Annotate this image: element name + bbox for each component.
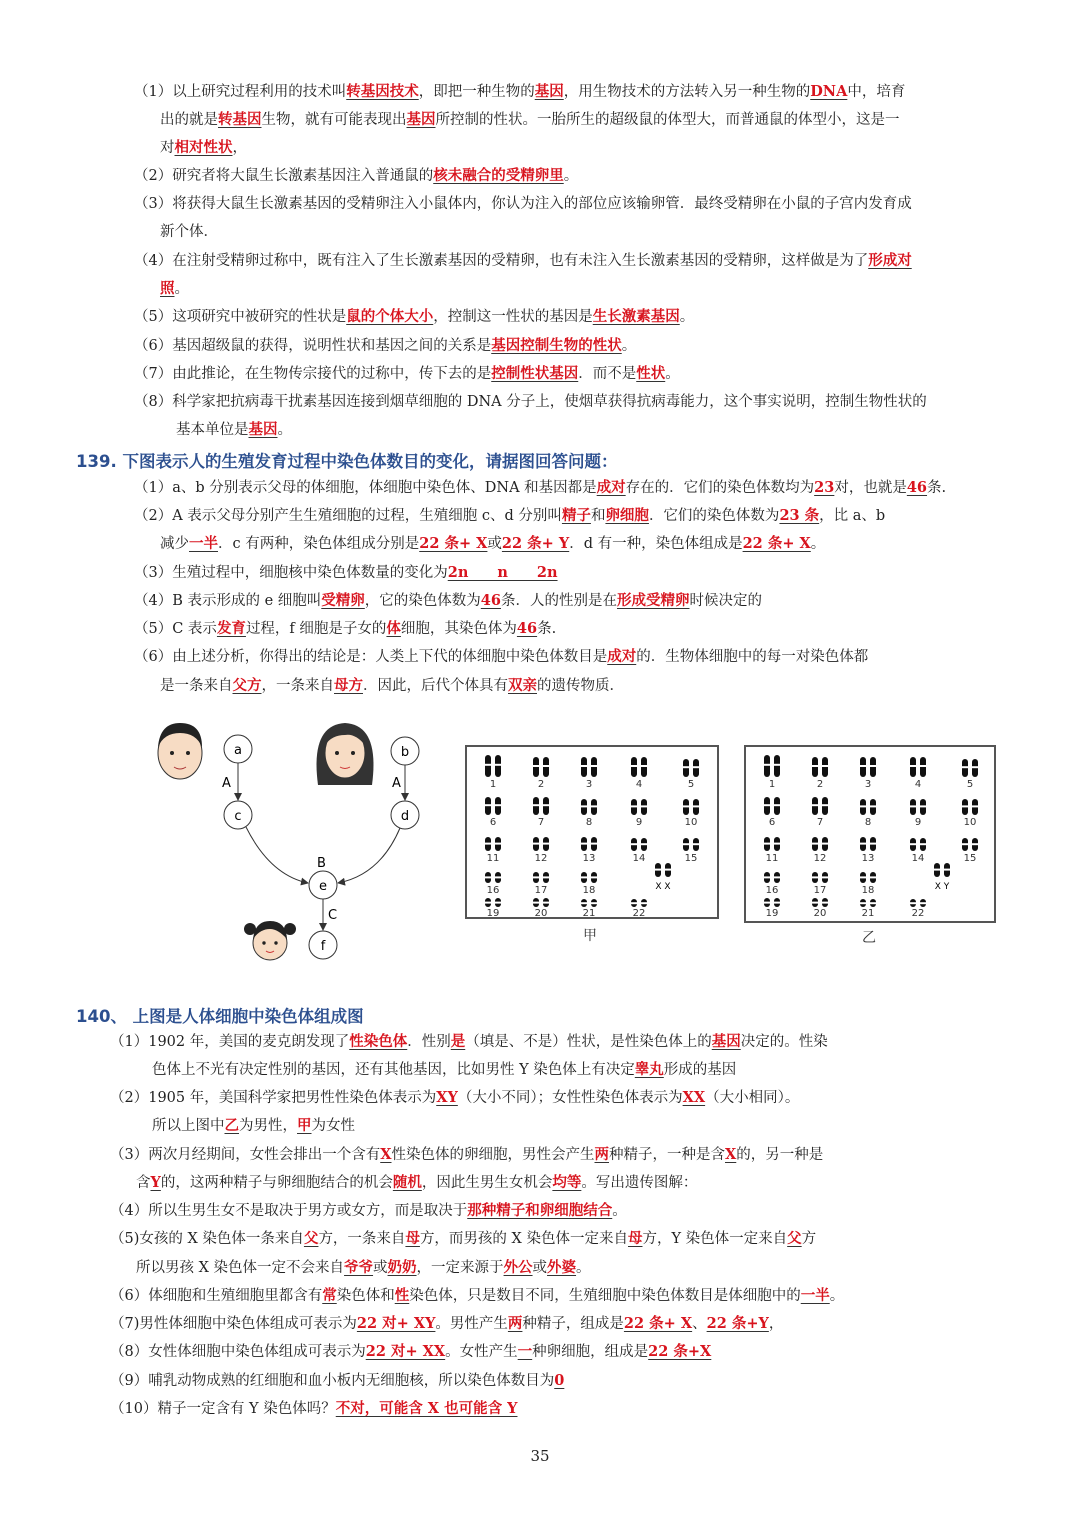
chromosome-pair — [909, 838, 927, 851]
chromosome-pair — [580, 837, 598, 851]
chromosome-number: 16 — [486, 885, 500, 896]
q139-line-4: （3）生殖过程中，细胞核中染色体数量的变化为2n n 2n — [134, 564, 558, 581]
chromosome-pair — [682, 799, 700, 815]
answer-blank: 体 — [386, 620, 401, 637]
svg-text:d: d — [400, 809, 410, 824]
chromosome-number: 6 — [489, 817, 497, 828]
svg-text:a: a — [234, 743, 242, 758]
answer-blank: 转基因技术 — [346, 83, 419, 100]
karyotype-female — [467, 747, 717, 917]
q138-line-7: （4）在注射受精卵过称中，既有注入了生长激素基因的受精卵，也有未注入生长激素基因的受精卵，这样做是为了形成对 — [134, 252, 912, 269]
chromosome-pair — [580, 799, 598, 815]
chromosome-number: 13 — [582, 853, 596, 864]
chromosome-number: 4 — [635, 779, 643, 790]
reproduction-diagram — [150, 715, 450, 970]
chromosome-pair — [859, 799, 877, 815]
father-face-icon — [158, 723, 202, 779]
chromosome-number: 16 — [765, 885, 779, 896]
answer-blank: 22 条+X — [648, 1343, 712, 1360]
chromosome-pair — [484, 837, 502, 851]
chromosome-number: 3 — [864, 779, 872, 790]
chromosome-number: 17 — [813, 885, 827, 896]
sex-chromosome-label: X Y — [934, 882, 950, 892]
chromosome-pair — [580, 757, 598, 777]
karyotype-male — [746, 747, 994, 921]
answer-blank: 精子 — [561, 507, 591, 524]
chromosome-pair — [580, 872, 598, 883]
answer-blank: 照 — [160, 280, 175, 297]
q139-line-5: （4）B 表示形成的 e 细胞叫受精卵，它的染色体数为46条．人的性别是在形成受精卵时候决定的 — [134, 592, 762, 609]
answer-blank: 成对 — [596, 479, 626, 496]
answer-blank: 一半 — [800, 1287, 830, 1304]
svg-text:C: C — [328, 908, 338, 923]
chromosome-number: 15 — [684, 853, 698, 864]
chromosome-number: 8 — [585, 817, 593, 828]
svg-text:A: A — [222, 776, 231, 791]
answer-blank: Y — [150, 1174, 161, 1191]
chromosome-pair — [811, 757, 829, 777]
answer-blank: 是 — [450, 1033, 466, 1050]
answer-blank: 睾丸 — [634, 1061, 664, 1078]
q140-line-7: （4）所以生男生女不是取决于男方或女方，而是取决于那种精子和卵细胞结合。 — [110, 1202, 627, 1219]
chromosome-number: 22 — [632, 908, 646, 917]
q138-line-2: 出的就是转基因生物，就有可能表现出基因所控制的性状。一胎所生的超级鼠的体型大，而普通鼠的体型小，这是一 — [160, 111, 900, 128]
q140-line-1: （1）1902 年，美国的麦克朗发现了性染色体．性别是（填是、不是）性状，是性染色体上的基因决定的。性染 — [110, 1033, 828, 1050]
chromosome-number: 6 — [768, 817, 776, 828]
q139-line-8: 是一条来自父方，一条来自母方．因此，后代个体具有双亲的遗传物质． — [160, 677, 624, 694]
svg-text:e: e — [319, 879, 327, 894]
chromosome-pair — [909, 757, 927, 777]
q138-line-3: 对相对性状， — [160, 139, 247, 156]
sex-chromosome-label: X X — [655, 882, 671, 892]
answer-blank: 22 条+ X — [742, 535, 811, 552]
answer-blank: 基因 — [534, 83, 564, 100]
answer-blank: 成对 — [607, 648, 637, 665]
chromosome-pair — [961, 799, 979, 815]
q140-line-5: （3）两次月经期间，女性会排出一个含有X性染色体的卵细胞，男性会产生两种精子，一种是含X的，另一种是 — [110, 1146, 824, 1163]
answer-blank: 那种精子和卵细胞结合 — [467, 1202, 613, 1219]
q139-line-3: 减少一半．c 有两种，染色体组成分别是22 条+ X或22 条+ Y．d 有一种，染色体组成是22 条+ X。 — [160, 535, 826, 552]
answer-blank: 控制性状基因 — [491, 365, 579, 382]
q140-line-3: （2）1905 年，美国科学家把男性性染色体表示为XY（大小不同）；女性性染色体表示为XX（大小相同）。 — [110, 1089, 800, 1106]
chromosome-pair — [859, 899, 877, 907]
answer-blank: 外婆 — [547, 1259, 577, 1276]
answer-blank: 生长激素基因 — [592, 308, 680, 325]
chromosome-pair — [961, 838, 979, 851]
chromosome-pair — [484, 797, 502, 815]
answer-blank: 父 — [303, 1230, 319, 1247]
chromosome-pair — [859, 872, 877, 883]
q140-line-10: （6）体细胞和生殖细胞里都含有常染色体和性染色体，只是数目不同，生殖细胞中染色体数目是体细胞中的一半。 — [110, 1287, 845, 1304]
answer-blank: 形成对 — [868, 252, 912, 269]
answer-blank: 性状 — [636, 365, 666, 382]
answer-blank: 基因 — [248, 421, 278, 438]
q139-title: 139. 下图表示人的生殖发育过程中染色体数目的变化，请据图回答问题： — [76, 452, 618, 471]
chromosome-number: 21 — [861, 908, 875, 919]
chromosome-number: 13 — [861, 853, 875, 864]
answer-blank: 性染色体 — [349, 1033, 408, 1050]
chromosome-pair — [630, 799, 648, 815]
answer-blank: XY — [436, 1089, 458, 1106]
answer-blank: 22 条+ X — [623, 1315, 693, 1332]
chromosome-number: 1 — [489, 779, 497, 790]
chromosome-pair — [532, 757, 550, 777]
q140-line-9: 所以男孩 X 染色体一定不会来自爷爷或奶奶，一定来源于外公或外婆。 — [136, 1259, 591, 1276]
svg-text:A: A — [392, 776, 401, 791]
karyotype-female-panel — [465, 745, 719, 919]
answer-blank: 22 条+ Y — [501, 535, 570, 552]
chromosome-pair — [484, 872, 502, 883]
answer-blank: 母 — [405, 1230, 420, 1247]
chromosome-pair — [763, 898, 781, 907]
chromosome-pair — [811, 898, 829, 907]
sex-chromosome-pair-xx — [654, 863, 672, 877]
chromosome-number: 18 — [861, 885, 875, 896]
answer-blank: 转基因 — [218, 111, 262, 128]
arrow-c-e — [246, 827, 308, 883]
answer-blank: 受精卵 — [321, 592, 365, 609]
chromosome-pair — [763, 797, 781, 815]
chromosome-pair — [811, 837, 829, 851]
q138-line-1: （1）以上研究过程利用的技术叫转基因技术，即把一种生物的基因，用生物技术的方法转入另一种生物的DNA中，培育 — [134, 83, 906, 100]
answer-blank: 23 — [814, 479, 835, 496]
chromosome-pair — [630, 757, 648, 777]
q140-title: 140、 上图是人体细胞中染色体组成图 — [76, 1007, 364, 1026]
answer-blank: 形成受精卵 — [616, 592, 690, 609]
chromosome-pair — [682, 838, 700, 851]
chromosome-pair — [909, 899, 927, 907]
chromosome-number: 9 — [914, 817, 922, 828]
chromosome-number: 10 — [963, 817, 977, 828]
q140-line-8: （5)女孩的 X 染色体一条来自父方，一条来自母方，而男孩的 X 染色体一定来自母方，Y 染色体一定来自父方 — [110, 1230, 817, 1247]
chromosome-number: 12 — [534, 853, 548, 864]
answer-blank: 双亲 — [508, 677, 537, 694]
q138-line-13: 基本单位是基因。 — [176, 421, 292, 438]
page-number: 35 — [530, 1447, 550, 1465]
answer-blank: 2n n 2n — [447, 564, 558, 581]
karyotype-male-panel — [744, 745, 996, 923]
chromosome-pair — [532, 797, 550, 815]
chromosome-number: 5 — [966, 779, 974, 790]
chromosome-number: 4 — [914, 779, 922, 790]
chromosome-pair — [859, 837, 877, 851]
karyotype-female-caption: 甲 — [583, 928, 597, 944]
chromosome-number: 11 — [486, 853, 500, 864]
q139-line-7: （6）由上述分析，你得出的结论是：人类上下代的体细胞中染色体数目是成对的．生物体细胞中的每一对染色体都 — [134, 648, 869, 665]
q139-line-6: （5）C 表示发育过程，f 细胞是子女的体细胞，其染色体为46条. — [134, 620, 557, 637]
answer-blank: 母 — [627, 1230, 643, 1247]
answer-blank: 奶奶 — [387, 1259, 417, 1276]
answer-blank: 两 — [507, 1315, 523, 1332]
chromosome-number: 8 — [864, 817, 872, 828]
chromosome-pair — [630, 899, 648, 907]
answer-blank: 46 — [516, 620, 538, 637]
answer-blank: 0 — [554, 1372, 565, 1389]
chromosome-number: 11 — [765, 853, 779, 864]
chromosome-pair — [763, 872, 781, 883]
answer-blank: 随机 — [392, 1174, 422, 1191]
chromosome-number: 21 — [582, 908, 596, 917]
answer-blank: 22 条+Y — [706, 1315, 769, 1332]
q138-line-9: （5）这项研究中被研究的性状是鼠的个体大小，控制这一性状的基因是生长激素基因。 — [134, 308, 695, 325]
answer-blank: 常 — [322, 1287, 337, 1304]
svg-text:B: B — [317, 856, 326, 871]
chromosome-number: 22 — [911, 908, 925, 919]
answer-blank: 22 对+ XX — [365, 1343, 446, 1360]
chromosome-number: 5 — [687, 779, 695, 790]
chromosome-pair — [532, 898, 550, 907]
answer-blank: 一 — [517, 1343, 533, 1360]
q138-line-10: （6）基因超级鼠的获得，说明性状和基因之间的关系是基因控制生物的性状。 — [134, 337, 637, 354]
chromosome-pair — [532, 837, 550, 851]
answer-blank: 22 对+ XY — [356, 1315, 436, 1332]
chromosome-number: 9 — [635, 817, 643, 828]
q139-line-1: （1）a、b 分别表示父母的体细胞，体细胞中染色体、DNA 和基因都是成对存在的．它们的染色体数均为23对，也就是46条. — [134, 479, 947, 496]
chromosome-number: 10 — [684, 817, 698, 828]
answer-blank: X — [725, 1146, 737, 1163]
answer-blank: X — [380, 1146, 392, 1163]
answer-blank: 核未融合的受精卵里 — [433, 167, 564, 184]
chromosome-pair — [961, 759, 979, 777]
chromosome-pair — [763, 837, 781, 851]
chromosome-pair — [682, 759, 700, 777]
svg-text:c: c — [234, 809, 242, 824]
chromosome-number: 17 — [534, 885, 548, 896]
answer-blank: 均等 — [552, 1174, 582, 1191]
answer-blank: 46 — [906, 479, 928, 496]
chromosome-pair — [811, 872, 829, 883]
chromosome-number: 18 — [582, 885, 596, 896]
chromosome-number: 12 — [813, 853, 827, 864]
answer-blank: 46 — [480, 592, 501, 609]
q140-line-14: （10）精子一定含有 Y 染色体吗？不对，可能含 X 也可能含 Y — [110, 1400, 518, 1417]
answer-blank: 22 条+ X — [419, 535, 488, 552]
chromosome-number: 14 — [632, 853, 646, 864]
q138-line-12: （8）科学家把抗病毒干扰素基因连接到烟草细胞的 DNA 分子上，使烟草获得抗病毒能力，这个事实说明，控制生物性状的 — [134, 394, 927, 410]
chromosome-pair — [811, 797, 829, 815]
q138-line-5: （3）将获得大鼠生长激素基因的受精卵注入小鼠体内，你认为注入的部位应该输卵管．最终受精卵在小鼠的子宫内发育成 — [134, 196, 912, 212]
arrow-d-e — [338, 828, 400, 883]
answer-blank: 两 — [594, 1146, 609, 1163]
answer-blank: 外公 — [503, 1259, 533, 1276]
chromosome-number: 20 — [813, 908, 827, 919]
answer-blank: 乙 — [224, 1117, 239, 1134]
svg-text:f: f — [320, 939, 326, 954]
q138-line-4: （2）研究者将大鼠生长激素基因注入普通鼠的核未融合的受精卵里。 — [134, 167, 579, 184]
karyotype-male-caption: 乙 — [862, 930, 876, 946]
chromosome-pair — [859, 757, 877, 777]
answer-blank: 23 条 — [779, 507, 820, 524]
answer-blank: 基因 — [406, 111, 436, 128]
chromosome-pair — [484, 898, 502, 907]
chromosome-number: 19 — [486, 908, 500, 917]
chromosome-pair — [532, 872, 550, 883]
q140-line-13: （9）哺乳动物成熟的红细胞和血小板内无细胞核，所以染色体数目为0 — [110, 1372, 565, 1389]
answer-blank: 母方 — [334, 677, 363, 694]
chromosome-number: 20 — [534, 908, 548, 917]
chromosome-pair — [580, 899, 598, 907]
chromosome-number: 1 — [768, 779, 776, 790]
q140-line-11: （7)男性体细胞中染色体组成可表示为22 对+ XY。男性产生两种精子，组成是22 条+ X、22 条+Y， — [110, 1315, 784, 1332]
chromosome-number: 14 — [911, 853, 925, 864]
answer-blank: 卵细胞 — [605, 507, 649, 524]
chromosome-number: 3 — [585, 779, 593, 790]
q138-line-11: （7）由此推论，在生物传宗接代的过称中，传下去的是控制性状基因．而不是性状。 — [134, 365, 680, 382]
q138-line-8: 照。 — [160, 280, 189, 297]
answer-blank: 甲 — [297, 1117, 312, 1134]
answer-blank: 发育 — [216, 620, 246, 637]
q140-line-4: 所以上图中乙为男性，甲为女性 — [152, 1117, 355, 1134]
q140-line-6: 含Y的，这两种精子与卵细胞结合的机会随机，因此生男生女机会均等。写出遗传图解： — [136, 1174, 698, 1191]
q138-line-6: 新个体． — [160, 224, 218, 240]
answer-blank: 基因控制生物的性状 — [491, 337, 622, 354]
answer-blank: 爷爷 — [344, 1259, 374, 1276]
chromosome-number: 2 — [537, 779, 545, 790]
chromosome-number: 2 — [816, 779, 824, 790]
q139-line-2: （2）A 表示父母分别产生生殖细胞的过程，生殖细胞 c、d 分别叫精子和卵细胞．它们的染色体数为23 条，比 a、b — [134, 507, 886, 524]
q140-line-12: （8）女性体细胞中染色体组成可表示为22 对+ XX。女性产生一种卵细胞，组成是22 条+X — [110, 1343, 712, 1360]
chromosome-number: 7 — [816, 817, 824, 828]
answer-blank: 相对性状 — [174, 139, 233, 156]
answer-blank: DNA — [810, 83, 848, 100]
chromosome-pair — [909, 799, 927, 815]
child-face-icon — [244, 921, 296, 960]
chromosome-number: 15 — [963, 853, 977, 864]
answer-blank: 鼠的个体大小 — [346, 308, 434, 325]
answer-blank: 基因 — [711, 1033, 741, 1050]
answer-blank: 性 — [394, 1287, 410, 1304]
chromosome-number: 19 — [765, 908, 779, 919]
sex-chromosome-pair-xy — [933, 863, 951, 877]
svg-text:b: b — [400, 745, 410, 760]
chromosome-pair — [630, 838, 648, 851]
answer-blank: 父方 — [232, 677, 262, 694]
answer-blank: 父 — [787, 1230, 802, 1247]
chromosome-pair — [484, 755, 502, 777]
chromosome-number: 7 — [537, 817, 545, 828]
q140-line-2: 色体上不光有决定性别的基因，还有其他基因，比如男性 Y 染色体上有决定睾丸形成的基因 — [152, 1061, 737, 1078]
answer-blank: 一半 — [189, 535, 218, 552]
chromosome-pair — [763, 755, 781, 777]
mother-face-icon — [317, 723, 374, 785]
answer-blank: 不对，可能含 X 也可能含 Y — [335, 1400, 518, 1417]
answer-blank: XX — [682, 1089, 706, 1106]
